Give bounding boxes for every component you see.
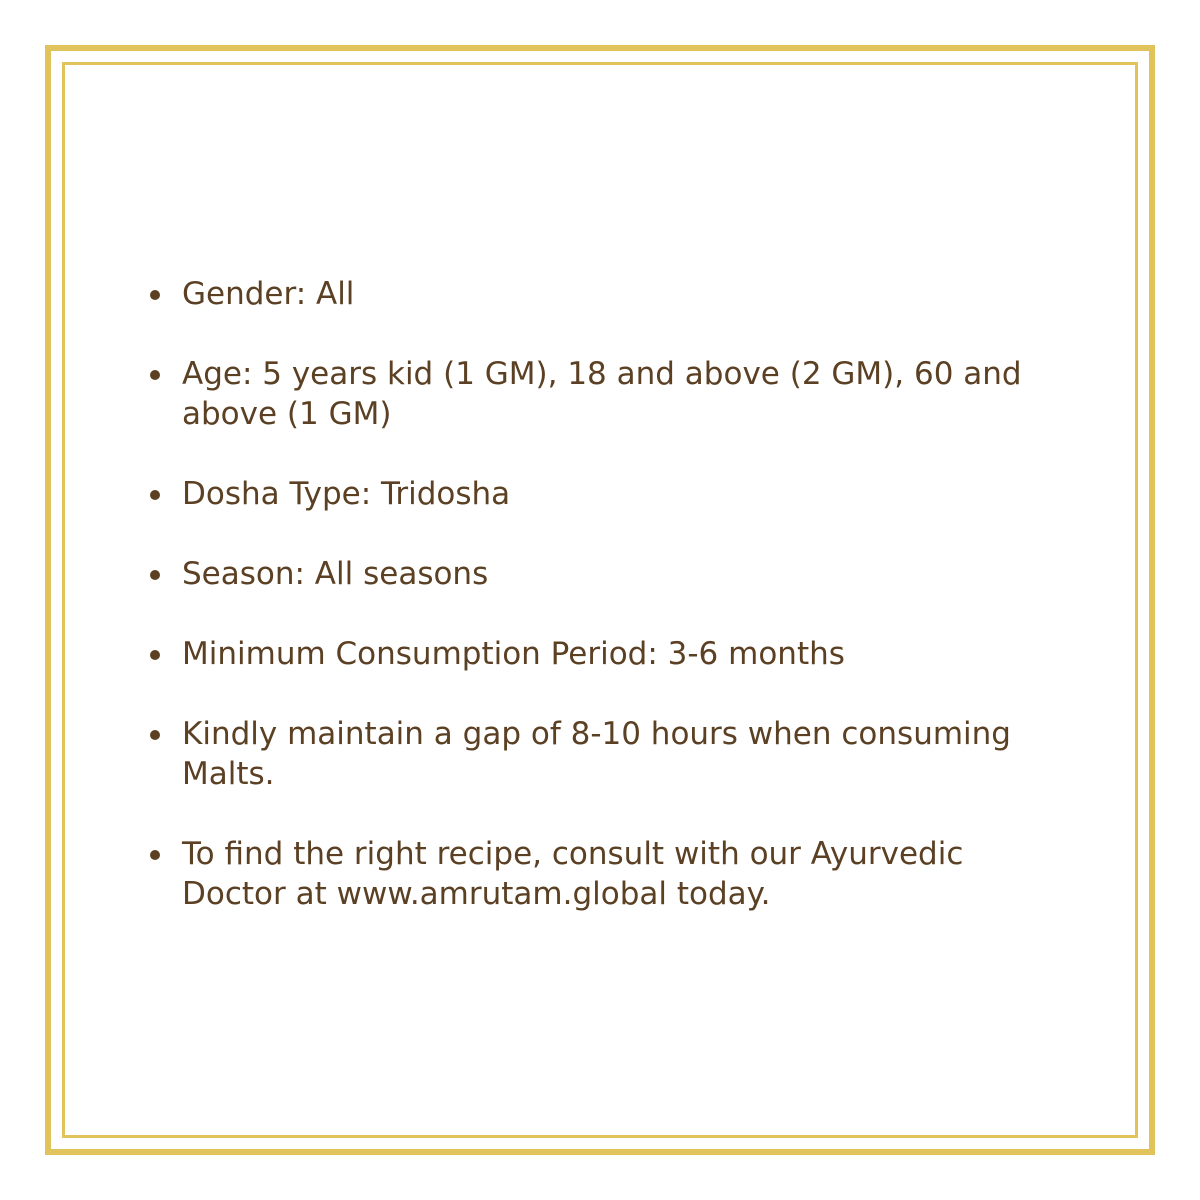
item-text: To find the right recipe, consult with our Ayurvedic Doctor at www.amrutam.global today. <box>182 836 964 912</box>
info-item-consumption-period <box>150 634 1050 674</box>
item-text: Dosha Type: Tridosha <box>182 476 511 512</box>
item-text: Minimum Consumption Period: 3-6 months <box>182 636 845 672</box>
item-text: Season: All seasons <box>182 556 489 592</box>
bullet-icon <box>150 650 160 660</box>
info-list <box>150 274 1050 954</box>
bullet-icon <box>150 850 160 860</box>
info-item-gap-note <box>150 714 1050 794</box>
bullet-icon <box>150 490 160 500</box>
bullet-icon <box>150 570 160 580</box>
item-text: Gender: All <box>182 276 355 312</box>
info-item-dosha-type <box>150 474 1050 514</box>
info-item-gender <box>150 274 1050 314</box>
bullet-icon <box>150 730 160 740</box>
info-item-season <box>150 554 1050 594</box>
item-text: Age: 5 years kid (1 GM), 18 and above (2 GM), 60 and above (1 GM) <box>182 356 1022 432</box>
item-text: Kindly maintain a gap of 8-10 hours when consuming Malts. <box>182 716 1011 792</box>
info-item-age <box>150 354 1050 434</box>
info-item-consult-note <box>150 834 1050 914</box>
bullet-icon <box>150 370 160 380</box>
bullet-icon <box>150 290 160 300</box>
